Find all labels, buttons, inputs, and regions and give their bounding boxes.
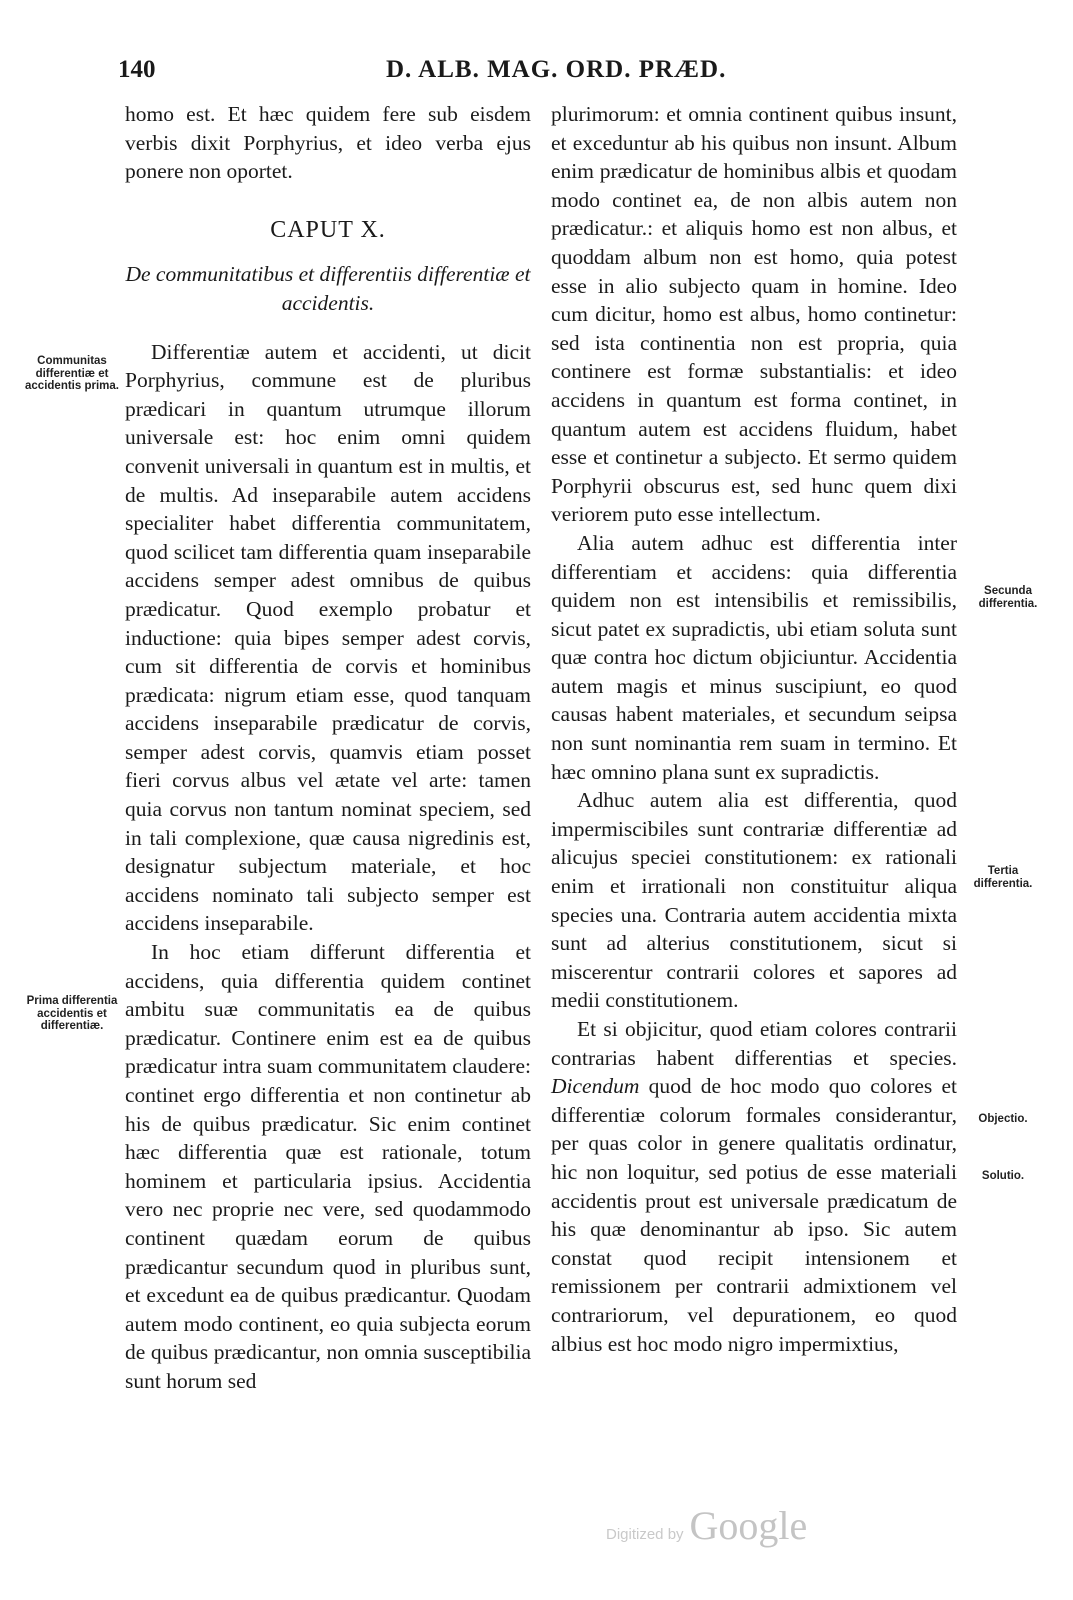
digitized-watermark [606, 1502, 807, 1549]
paragraph: Differentiæ autem et accidenti, ut dicit Porphyrius, commune est de pluribus prædicari in quantum utrumque illorum universale est: hoc enim omni quidem convenit universali in quantum est in multis, et de multis. Ad inseparabile autem accidens specialiter habet differentia communitatem, quod scilicet tam differentia quam inseparabile accidens semper adest omnibus de quibus prædicatur. Quod exemplo probatur et inductione: quia bipes semper adest corvis, cum sit differentia de corvis et hominibus prædicata: nigrum etiam esse, quod tanquam accidens inseparabile prædicatur de corvis, semper adest corvis, quamvis etiam posset fieri corvus albus vel ætate vel arte: tamen quia corvus non tantum nominat speciem, sed in tali complexione, quæ causa nigredinis est, designatur subjectum materiale, et hoc accidens nominato tali subjecto semper est accidens inseparabile. [125, 339, 531, 936]
paragraph: Alia autem adhuc est differentia inter differentiam et accidens: quia differentia quidem non est intensibilis et remissibilis, sicut patet ex supradictis, ubi etiam soluta sunt quæ contra hoc dictum objiciuntur. Accidentia autem magis et minus suscipiunt, eo quod causas habent materiales, et secundum seipsa non sunt nominantia rem suam in termino. Et hæc omnino plana sunt ex supradictis. [551, 530, 957, 784]
margin-note: Communitas differentiæ et accidentis prima. [25, 355, 119, 392]
margin-note: Secunda differentia. [978, 585, 1038, 610]
chapter-title: CAPUT X. [270, 216, 386, 243]
margin-note: Solutio. [981, 1170, 1025, 1182]
paragraph-text: quod de hoc modo quo colores et differentiæ colorum formales considerantur, per quas color in genere qualitatis ordinatur, hic non loquitur, sed potius de esse materiali accidentis prout est universale prædicatum de his quæ denominantur ab ipso. Sic autem constat quod recipit intensionem et remissionem per contrarii admixtionem vel contrariorum, vel depurationem, eo quod albius est hoc modo nigro impermixtius, [551, 1074, 957, 1356]
paragraph: In hoc etiam differunt differentia et accidens, quia differentia quidem continet ambitu suæ communitatis ea de quibus prædicatur. Continere enim est ea de quibus prædicatur intra suam communitatem claudere: continet ergo differentia et non continetur ab his de quibus prædicatur. Sic enim continet hæc differentia quæ est rationale, totum hominem et particularia ipsius. Accidentia vero nec proprie nec vere, sed quodammodo continent quædam eorum de quibus prædicantur secundum quod in pluribus sunt, et excedunt ea de quibus prædicantur. Quodam autem modo continent, eo quia subjecta eorum de quibus prædicantur, non omnia susceptibilia sunt horum sed [125, 940, 531, 1393]
left-column [125, 100, 531, 1396]
google-logo: Google [689, 1503, 808, 1548]
margin-note: Tertia differentia. [973, 865, 1033, 890]
paragraph: Adhuc autem alia est differentia, quod impermiscibiles sunt contrariæ differentiæ ad alicujus speciei constitutionem: ex rationali enim et irrationali non constituitur aliqua species una. Contraria autem accidentia mixta sunt ad alterius constitutionem, sicut si miscerentur contrarii colores et sapores ad medii constitutionem. [551, 788, 957, 1013]
paragraph [551, 1015, 957, 1358]
margin-note: Prima differentia accidentis et differentiæ. [26, 995, 118, 1032]
digitized-label: Digitized by [606, 1526, 684, 1543]
chapter-subtitle: De communitatibus et differentiis differentiæ et accidentis. [125, 262, 531, 315]
running-head: D. ALB. MAG. ORD. PRÆD. [386, 56, 727, 83]
paragraph: plurimorum: et omnia continent quibus insunt, et exceduntur ab his quibus non insunt. Album enim prædicatur de hominibus albis et quodam modo continet ea, de non albis autem non prædicatur.: et aliquis homo est non albus, et quoddam album non est homo, quia potest esse in alio subjecto quam in homine. Ideo cum dicitur, homo est albus, homo continetur: sed ista continentia non est propria, quia continere est formæ substantialis: et ideo accidens in quantum est forma continet, in quantum autem est accidens fluidum, habet esse et continetur a subjecto. Et sermo quidem Porphyrii obscurus est, sed hunc quem dixi veriorem puto esse intellectum. [551, 102, 957, 527]
paragraph: homo est. Et hæc quidem fere sub eisdem verbis dixit Porphyrius, et ideo verba ejus ponere non oportet. [125, 102, 531, 184]
page-header [118, 56, 956, 92]
paragraph-text: Et si objicitur, quod etiam colores contrarii contrarias habent differentias et species. [551, 1017, 957, 1070]
page-number: 140 [118, 56, 156, 83]
right-column [551, 100, 957, 1358]
emphasis-text: Dicendum [551, 1074, 640, 1099]
margin-note: Objectio. [978, 1113, 1028, 1125]
